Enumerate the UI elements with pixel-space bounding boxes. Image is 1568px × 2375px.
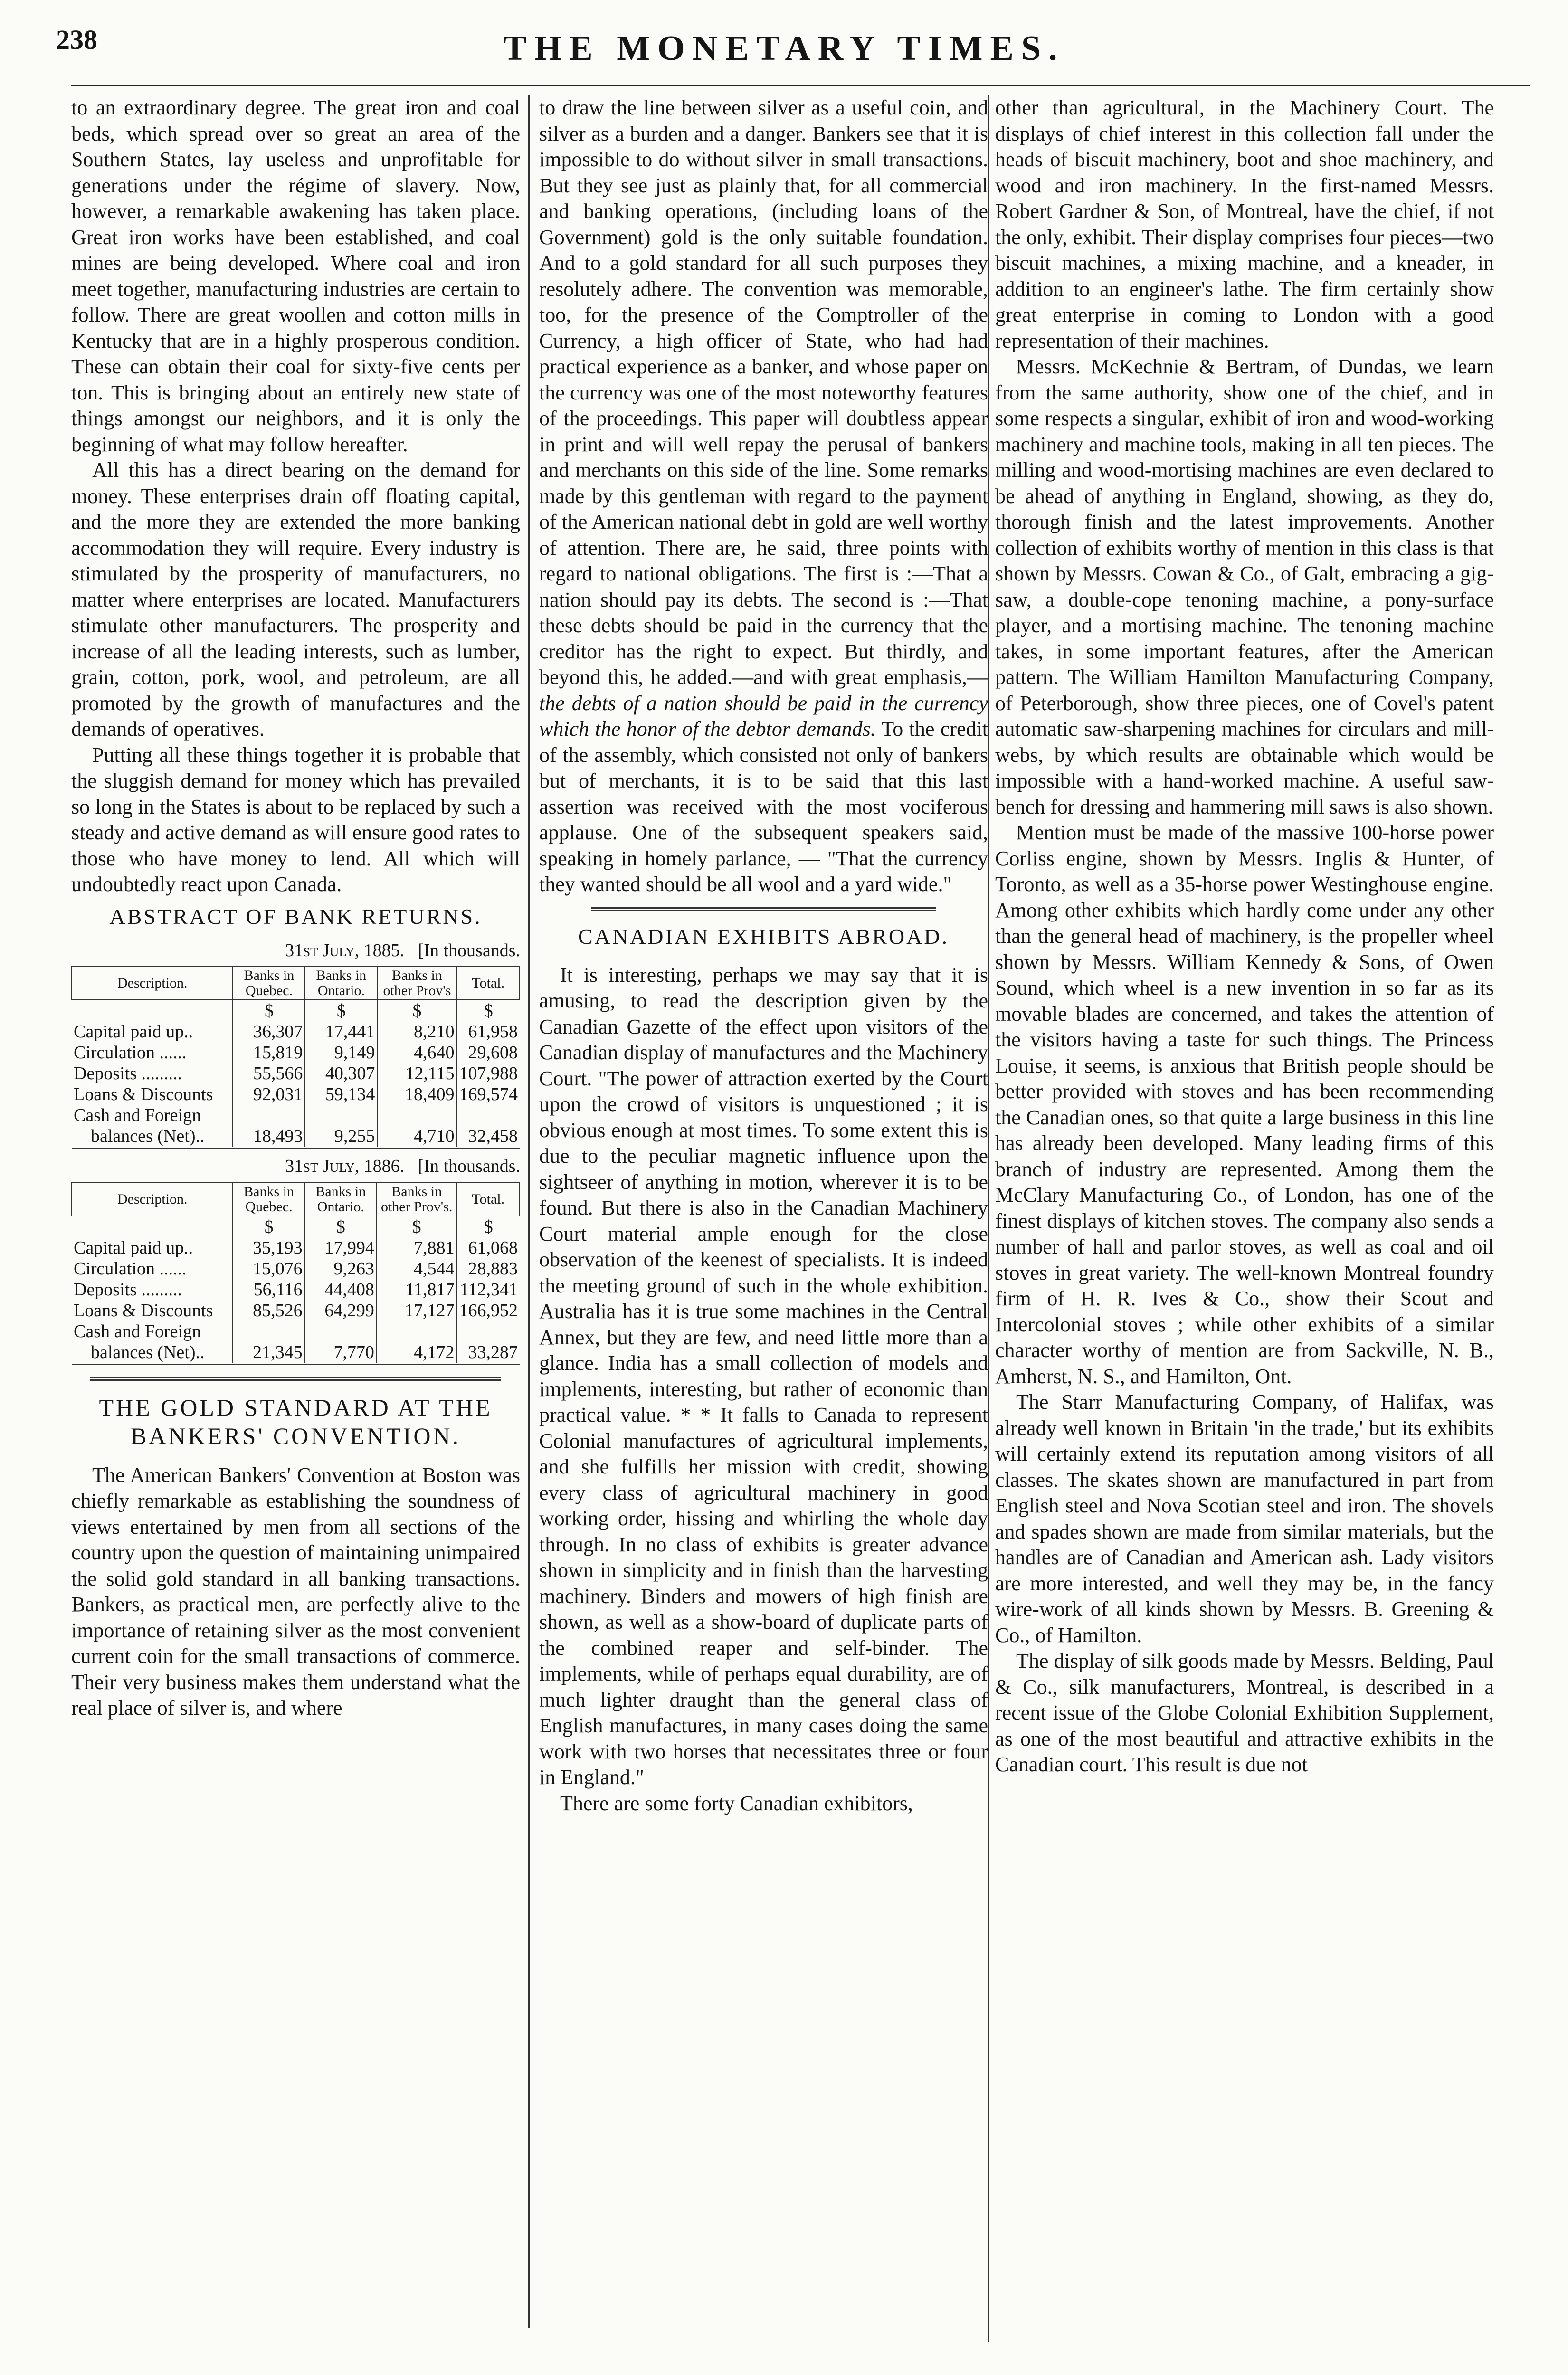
bank-returns-table-1885 bbox=[71, 966, 520, 1149]
table-date: 31st July, 1886. bbox=[285, 1156, 405, 1176]
article-paragraph: Mention must be made of the massive 100-horse power Corliss engine, shown by Messrs. Inglis & Hunter, of Toronto, as well as a 35-horse power Westinghouse engine. Among other exhibits which hardly come under any other than the general head of machinery, is the propeller wheel shown by Messrs. William Kennedy & Sons, of Owen Sound, which wheel is a new invention in so far as its movable blades are concerned, and takes the attention of the visitors having a taste for such things. The Princess Louise, it seems, is anxious that British people should be better provided with stoves and has been recommending the Canadian ones, so that quite a large business in this line has already been developed. Many leading firms of this branch of industry are represented. Among them the McClary Manufacturing Co., of London, has one of the finest displays of kitchen stoves. The company also sends a number of hall and parlor stoves, as well as coal and oil stoves in great variety. The well-known Montreal foundry firm of H. R. Ives & Co., show their Scout and Intercolonial stoves ; while other exhibits of a similar character worthy of mention are from Sackville, N. B., Amherst, N. S., and Hamilton, Ont. bbox=[995, 821, 1494, 1388]
column-header: Banks in other Prov's bbox=[377, 967, 456, 1000]
article-paragraph: Putting all these things together it is probable that the sluggish demand for money which has prevailed so long in the States is about to be replaced by such a steady and active demand as will ensure good rates to those who have money to lend. All which will undoubtedly react upon Canada. bbox=[71, 743, 520, 896]
section-double-rule bbox=[90, 1377, 501, 1381]
column-2 bbox=[539, 95, 988, 1816]
masthead-rule bbox=[71, 85, 1530, 86]
column-header: Banks in Quebec. bbox=[233, 967, 305, 1000]
table-row: Circulation ...... 15,819 9,149 4,640 29,608 bbox=[72, 1042, 520, 1063]
abstract-heading: ABSTRACT OF BANK RETURNS. bbox=[109, 904, 482, 929]
gold-standard-heading: THE GOLD STANDARD AT THE BANKERS' CONVENTION. bbox=[99, 1394, 493, 1449]
column-header: Banks in Quebec. bbox=[233, 1183, 304, 1216]
column-header: Banks in Ontario. bbox=[305, 967, 377, 1000]
canadian-exhibits-heading: CANADIAN EXHIBITS ABROAD. bbox=[578, 924, 950, 949]
column-header: Banks in other Prov's. bbox=[377, 1183, 457, 1216]
table-row: Deposits ......... 56,116 44,408 11,817 112,341 bbox=[72, 1279, 520, 1300]
table-unit: [In thousands. bbox=[418, 940, 520, 960]
table-row: balances (Net).. 21,345 7,770 4,172 33,287 bbox=[72, 1342, 520, 1364]
article-paragraph: The display of silk goods made by Messrs. Belding, Paul & Co., silk manufacturers, Montreal, is described in a recent issue of the Globe Colonial Exhibition Supplement, as one of the most beautiful and attractive exhibits in the Canadian court. This result is due not bbox=[995, 1649, 1494, 1776]
column-rule-1 bbox=[528, 95, 530, 2328]
page-number: 238 bbox=[56, 24, 97, 55]
table-row: Loans & Discounts 92,031 59,134 18,409 169,574 bbox=[72, 1084, 520, 1105]
article-paragraph: There are some forty Canadian exhibitors, bbox=[560, 1791, 913, 1815]
article-paragraph: Messrs. McKechnie & Bertram, of Dundas, we learn from the same authority, show one of the chief, and in some respects a singular, exhibit of iron and wood-working machinery and machine tools, making in all ten pieces. The milling and wood-mortising machines are even declared to be ahead of anything in England, showing, as they do, thorough finish and the latest improvements. Another collection of exhibits worthy of mention in this class is that shown by Messrs. Cowan & Co., of Galt, embracing a gig-saw, a double-cope tenoning machine, a pony-surface player, and a mortising machine. The tenoning machine takes, in some important features, after the American pattern. The William Hamilton Manufacturing Company, of Peterborough, show three pieces, one of Covel's patent automatic saw-sharpening machines for circulars and mill-webs, by which results are obtainable which would be impossible with a hand-worked machine. A useful saw-bench for dressing and hammering mill saws is also shown. bbox=[995, 355, 1494, 818]
article-paragraph: It is interesting, perhaps we may say that it is amusing, to read the description given by the Canadian Gazette of the effect upon visitors of the Canadian display of manufactures and the Machinery Court. "The power of attraction exerted by the Court upon the crowd of visitors is unquestioned ; it is obvious enough at most times. To some extent this is due to the peculiar magnetic influence upon the sightseer of anything in motion, wherever it is to be found. But there is also in the Canadian Machinery Court material ample enough for the close observation of the keenest of specialists. It is indeed the meeting ground of such in the whole exhibition. Australia has it is true some machines in the Central Annex, but they are few, and need little more than a glance. India has a small collection of models and implements, interesting, but rather of economic than practical value. * * It falls to Canada to represent Colonial manufactures of agricultural implements, and she fulfills her mission with credit, showing every class of agricultural machinery in good working order, hissing and whirling the whole day through. In no class of exhibits is greater advance shown in simplicity and in finish than the harvesting machinery. Binders and mowers of high finish are shown, as well as a show-board of duplicate parts of the combined reaper and self-binder. The implements, while of perhaps equal durability, are of much lighter draught than the general class of English manufactures, in many cases doing the same work with two horses that necessitates three or four in England." bbox=[539, 963, 988, 1789]
article-paragraph: to draw the line between silver as a useful coin, and silver as a burden and a danger. Bankers see that it is impossible to do without silver in small transactions. But they see just as plainly that, for all commercial and banking operations, (including loans of the Government) gold is the only suitable foundation. And to a gold standard for all such purposes they resolutely adhere. The convention was memorable, too, for the presence of the Comptroller of the Currency, a high officer of State, who had had practical experience as a banker, and whose paper on the currency was one of the most noteworthy features of the proceedings. This paper will doubtless appear in print and will well repay the perusal of bankers and merchants on this side of the line. Some remarks made by this gentleman with regard to the payment of the American national debt in gold are well worthy of attention. There are, he said, three points with regard to national obligations. The first is :—That a nation should pay its debts. The second is :—That these debts should be paid in the currency that the creditor has the right to expect. But thirdly, and beyond this, he added.—and with great emphasis,—the debts of a nation should be paid in the currency which the honor of the debtor demands. To the credit of the assembly, which consisted not only of bankers but of merchants, it is to be said that this last assertion was received with the most vociferous applause. One of the subsequent speakers said, speaking in homely parlance, — "That the currency they wanted should be all wool and a yard wide." bbox=[539, 96, 988, 896]
table-row: Capital paid up.. 36,307 17,441 8,210 61,958 bbox=[72, 1021, 520, 1042]
column-3 bbox=[995, 95, 1494, 1778]
column-header: Total. bbox=[456, 967, 520, 1000]
article-paragraph: to an extraordinary degree. The great iron and coal beds, which spread over so great an area of the Southern States, lay useless and unprofitable for generations under the régime of slavery. Now, however, a remarkable awakening has taken place. Great iron works have been established, and coal mines are being developed. Where coal and iron meet together, manufacturing industries are certain to follow. There are great woollen and cotton mills in Kentucky that are in a highly prosperous condition. These can obtain their coal for sixty-five cents per ton. This is bringing about an entirely new state of things amongst our neighbors, and it is only the beginning of what may follow hereafter. bbox=[71, 96, 520, 456]
table-row: balances (Net).. 18,493 9,255 4,710 32,458 bbox=[72, 1126, 520, 1148]
emphasis-quote: the debts of a nation should be paid in the currency which the honor of the debtor demands. bbox=[539, 691, 988, 741]
column-1 bbox=[71, 95, 520, 1721]
article-paragraph: The American Bankers' Convention at Boston was chiefly remarkable as establishing the soundness of views entertained by men from all sections of the country upon the question of maintaining unimpaired the solid gold standard in all banking transactions. Bankers, as practical men, are perfectly alive to the importance of retaining silver as the most convenient current coin for the small transactions of commerce. Their very business makes them understand what the real place of silver is, and where bbox=[71, 1463, 520, 1720]
article-paragraph: other than agricultural, in the Machinery Court. The displays of chief interest in this collection fall under the heads of biscuit machinery, boot and shoe machinery, and wood and iron machinery. In the first-named Messrs. Robert Gardner & Son, of Montreal, have the chief, if not the only, exhibit. Their display comprises four pieces—two biscuit machines, a mixing machine, and a kneader, in addition to an engineer's lathe. The firm certainly show great enterprise in coming to London with a good representation of their machines. bbox=[995, 96, 1494, 352]
article-paragraph: All this has a direct bearing on the demand for money. These enterprises drain off floating capital, and the more they are extended the more banking accommodation they will require. Every industry is stimulated by the prosperity of manufacturers, no matter where enterprises are located. Manufacturers stimulate other manufacturers. The prosperity and increase of all the leading interests, such as lumber, grain, cotton, pork, wool, and petroleum, are all promoted by the growth of manufactures and the demands of operatives. bbox=[71, 458, 520, 741]
table-row: Cash and Foreign bbox=[72, 1321, 520, 1342]
masthead-title: THE MONETARY TIMES. bbox=[503, 29, 1065, 68]
table-row: Circulation ...... 15,076 9,263 4,544 28,883 bbox=[72, 1258, 520, 1279]
currency-row: $ $ $ $ bbox=[72, 1216, 520, 1237]
table-1886-caption bbox=[71, 1153, 520, 1179]
column-header: Description. bbox=[72, 967, 233, 1000]
column-header: Banks in Ontario. bbox=[305, 1183, 377, 1216]
article-paragraph: The Starr Manufacturing Company, of Halifax, was already well known in Britain 'in the trade,' but its exhibits will certainly extend its reputation among visitors of all classes. The skates shown are manufactured in part from English steel and Nova Scotian steel and iron. The shovels and spades shown are made from similar materials, but the handles are of Canadian and American ash. Lady visitors are more interested, and well they may be, in the fancy wire-work of all kinds shown by Messrs. B. Greening & Co., of Hamilton. bbox=[995, 1390, 1494, 1647]
table-unit: [In thousands. bbox=[418, 1156, 520, 1176]
column-rule-2 bbox=[988, 95, 989, 2342]
table-row: Deposits ......... 55,566 40,307 12,115 107,988 bbox=[72, 1063, 520, 1084]
column-header: Total. bbox=[456, 1183, 520, 1216]
table-date: 31st July, 1885. bbox=[285, 940, 405, 960]
bank-returns-table-1886 bbox=[71, 1182, 520, 1365]
table-1885-caption bbox=[71, 938, 520, 964]
section-double-rule bbox=[591, 907, 936, 911]
column-header: Description. bbox=[72, 1183, 233, 1216]
table-row: Loans & Discounts 85,526 64,299 17,127 166,952 bbox=[72, 1300, 520, 1321]
currency-row: $ $ $ $ bbox=[72, 1000, 520, 1021]
table-row: Capital paid up.. 35,193 17,994 7,881 61,068 bbox=[72, 1237, 520, 1258]
table-row: Cash and Foreign bbox=[72, 1105, 520, 1126]
